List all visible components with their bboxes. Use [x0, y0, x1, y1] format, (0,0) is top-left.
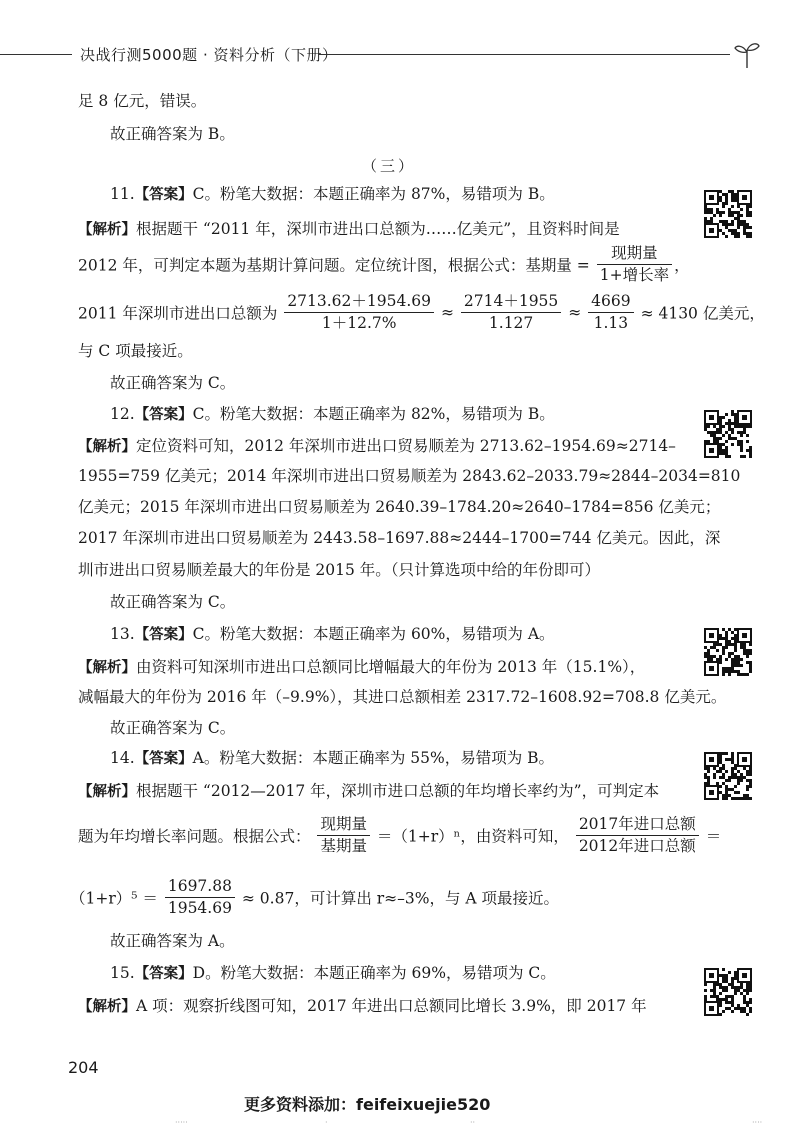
q11-fraction-3	[588, 292, 633, 333]
q14-fraction-2	[576, 815, 699, 856]
q12-number: 12.	[110, 405, 135, 423]
q14-fraction-1	[317, 815, 370, 856]
q14-answer-tag: 【答案】	[134, 751, 193, 767]
qr-code-icon-q13[interactable]	[704, 628, 752, 676]
q12-expl-line-4: 2017 年深圳市进出口贸易顺差为 2443.58–1697.88≈2444–1700=744 亿美元。因此，深	[78, 529, 721, 547]
q11-comma: ，	[674, 256, 690, 275]
q14-equals: ＝	[705, 827, 722, 846]
q11-answer-line	[110, 183, 555, 206]
footer-contact: 更多资料添加：feifeixuejie520	[244, 1095, 491, 1114]
running-header	[0, 40, 800, 70]
q11-fraction-1	[284, 292, 434, 333]
q11-expl-text-2: 2012 年，可判定本题为基期计算问题。定位统计图，根据公式：基期量 =	[78, 256, 590, 275]
q14-expl-text-1: 根据题干 “2012—2017 年，深圳市进口总额的年均增长率约为”，可判定本	[136, 782, 660, 800]
header-rule-left	[0, 54, 72, 55]
qr-code-icon-q12[interactable]	[704, 410, 752, 458]
q13-answer-text: C。粉笔大数据：本题正确率为 60%，易错项为 A。	[192, 625, 555, 643]
q13-expl-line-1	[78, 656, 645, 679]
q15-expl-tag: 【解析】	[78, 999, 136, 1015]
q14-number: 14.	[110, 749, 135, 767]
q14-fraction-1-numerator: 现期量	[317, 815, 370, 836]
q14-fraction-1-denominator: 基期量	[320, 837, 367, 855]
q11-fraction-1-denominator: 1＋12.7%	[321, 314, 397, 332]
q12-answer-line	[110, 403, 555, 426]
q13-expl-tag: 【解析】	[78, 660, 136, 676]
q12-expl-line-2: 1955=759 亿美元；2014 年深圳市进出口贸易顺差为 2843.62–2033.79≈2844–2034=810	[78, 467, 741, 485]
header-rule-right	[318, 54, 730, 55]
q14-formula-middle: ＝（1+r）ⁿ，由资料可知，	[376, 827, 569, 846]
q11-calc-prefix: 2011 年深圳市进出口总额为	[78, 304, 278, 323]
q14-fraction-3	[165, 877, 235, 918]
q11-fraction-2	[461, 292, 561, 333]
q13-answer-tag: 【答案】	[134, 627, 193, 643]
q11-approx-2: ≈	[568, 303, 582, 322]
q13-final: 故正确答案为 C。	[110, 719, 236, 737]
q14-fraction-2-numerator: 2017年进口总额	[576, 815, 699, 836]
q11-fraction-2-numerator: 2714＋1955	[461, 292, 561, 313]
q13-expl-line-2: 减幅最大的年份为 2016 年（–9.9%），其进口总额相差 2317.72–1608.92=708.8 亿美元。	[78, 688, 727, 706]
q11-answer-tag: 【答案】	[134, 187, 193, 203]
qr-code-icon-q14[interactable]	[704, 752, 752, 800]
q15-number: 15.	[110, 964, 135, 982]
q14-fraction-3-numerator: 1697.88	[165, 877, 235, 898]
q12-answer-text: C。粉笔大数据：本题正确率为 82%，易错项为 B。	[192, 405, 555, 423]
q11-approx-1: ≈	[440, 303, 454, 322]
q11-fraction-3-denominator: 1.13	[593, 314, 629, 332]
q14-final: 故正确答案为 A。	[110, 932, 235, 950]
q11-fraction-1-numerator: 2713.62＋1954.69	[284, 292, 434, 313]
q11-formula-denominator: 1+增长率	[599, 266, 670, 284]
q14-fraction-3-denominator: 1954.69	[167, 899, 232, 917]
q11-fraction-3-numerator: 4669	[588, 292, 633, 313]
q12-expl-text-1: 定位资料可知，2012 年深圳市进出口贸易顺差为 2713.62–1954.69≈2714–	[136, 437, 676, 455]
q15-answer-line	[110, 962, 556, 985]
scan-speck-3: ··	[470, 1118, 476, 1127]
book-title: 决战行测5000题 · 资料分析（下册）	[80, 46, 338, 64]
sprout-icon	[732, 40, 762, 70]
qr-code-icon-q11[interactable]	[704, 190, 752, 238]
q11-expl-line-1	[78, 218, 620, 241]
q11-calc-line	[78, 292, 765, 333]
q12-expl-line-1	[78, 435, 676, 458]
q11-answer-text: C。粉笔大数据：本题正确率为 87%，易错项为 B。	[192, 185, 555, 203]
q11-expl-line-4: 与 C 项最接近。	[78, 342, 193, 360]
q12-expl-tag: 【解析】	[78, 439, 136, 455]
intro-line-1: 足 8 亿元，错误。	[78, 92, 207, 110]
intro-line-2: 故正确答案为 B。	[110, 125, 235, 143]
scan-speck-1: ·····	[175, 1118, 188, 1127]
q12-final: 故正确答案为 C。	[110, 593, 236, 611]
q14-formula-line	[78, 815, 721, 856]
q14-calc-result: ≈ 0.87，可计算出 r≈–3%，与 A 项最接近。	[241, 889, 560, 908]
q15-answer-tag: 【答案】	[134, 966, 193, 982]
q14-answer-line	[110, 747, 554, 770]
q14-expl-tag: 【解析】	[78, 784, 136, 800]
q11-calc-result: ≈ 4130 亿美元，	[640, 304, 765, 323]
section-title: （三）	[362, 157, 417, 175]
q11-expl-tag: 【解析】	[78, 222, 136, 238]
q11-fraction-2-denominator: 1.127	[488, 314, 534, 332]
q15-answer-text: D。粉笔大数据：本题正确率为 69%，易错项为 C。	[192, 964, 556, 982]
q11-expl-text-1: 根据题干 “2011 年，深圳市进出口总额为……亿美元”，且资料时间是	[136, 220, 620, 238]
q11-final: 故正确答案为 C。	[110, 374, 236, 392]
q13-expl-text-1: 由资料可知深圳市进出口总额同比增幅最大的年份为 2013 年（15.1%），	[136, 658, 646, 676]
q14-calc-prefix: （1+r）⁵ ＝	[70, 889, 158, 908]
q12-expl-line-5: 圳市进出口贸易顺差最大的年份是 2015 年。（只计算选项中给的年份即可）	[78, 561, 601, 579]
q14-expl-line-1	[78, 780, 659, 803]
q11-expl-line-2	[78, 244, 690, 285]
scan-speck-2: ·	[325, 1118, 328, 1127]
q11-formula-fraction	[597, 244, 672, 285]
q11-number: 11.	[110, 185, 135, 203]
q13-number: 13.	[110, 625, 135, 643]
q14-fraction-2-denominator: 2012年进口总额	[578, 837, 696, 855]
q14-calc-line	[70, 877, 559, 918]
q13-answer-line	[110, 623, 555, 646]
q12-expl-line-3: 亿美元；2015 年深圳市进出口贸易顺差为 2640.39–1784.20≈2640–1784=856 亿美元；	[78, 498, 721, 516]
q11-formula-numerator: 现期量	[597, 244, 672, 265]
qr-code-icon-q15[interactable]	[704, 968, 752, 1016]
q14-answer-text: A。粉笔大数据：本题正确率为 55%，易错项为 B。	[192, 749, 555, 767]
q12-answer-tag: 【答案】	[134, 407, 193, 423]
scan-speck-4: ····	[752, 1118, 763, 1127]
q15-expl-text-1: A 项：观察折线图可知，2017 年进出口总额同比增长 3.9%，即 2017 年	[136, 997, 647, 1015]
q15-expl-line-1	[78, 995, 647, 1018]
page-number: 204	[68, 1058, 99, 1077]
q14-formula-prefix: 题为年均增长率问题。根据公式：	[78, 827, 311, 846]
